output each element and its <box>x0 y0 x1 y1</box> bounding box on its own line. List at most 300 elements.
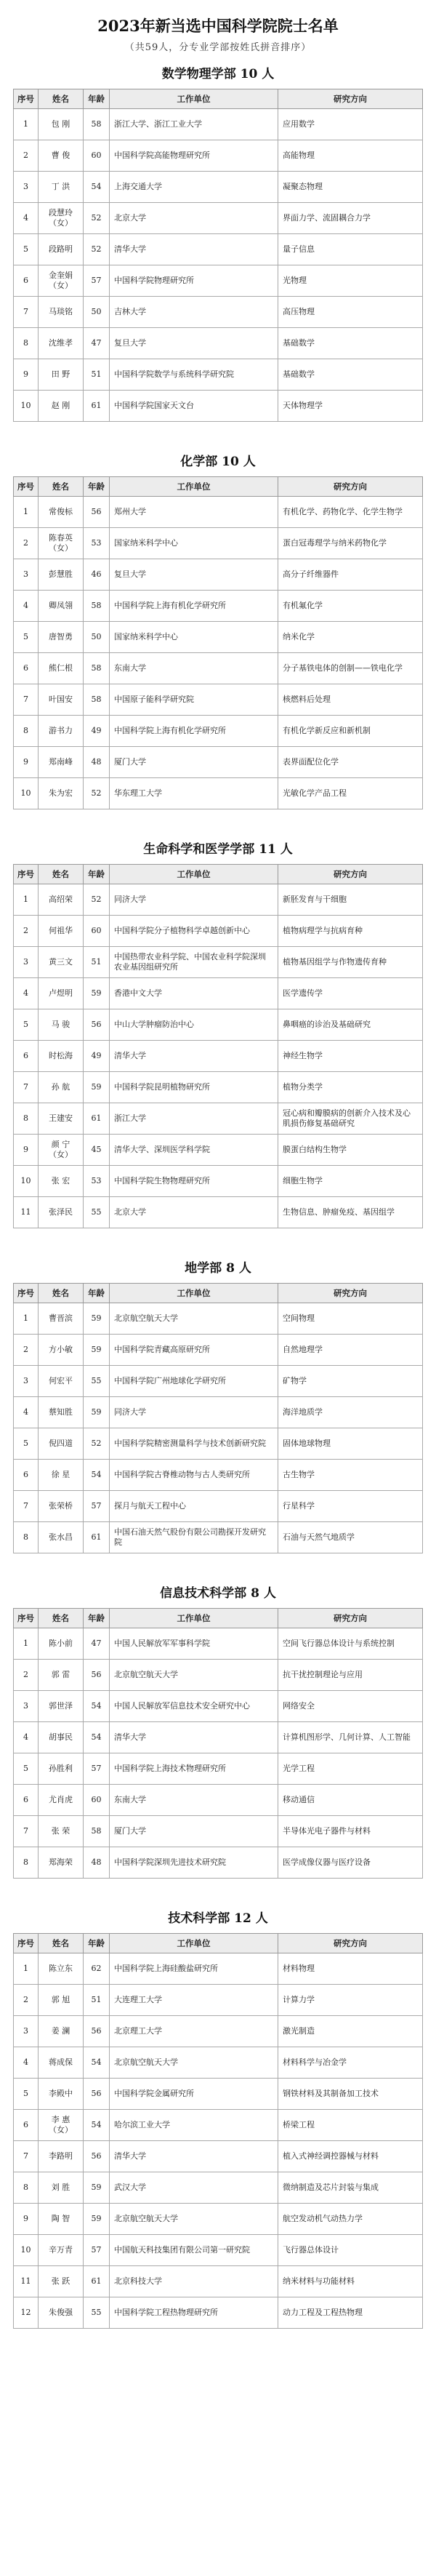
cell-age: 60 <box>84 140 110 172</box>
section-title: 化学部 10 人 <box>180 455 256 469</box>
cell-no: 3 <box>14 2016 39 2047</box>
cell-field: 细胞生物学 <box>278 1166 423 1197</box>
cell-unit: 北京航空航天大学 <box>110 2204 278 2235</box>
header-age: 年龄 <box>84 477 110 497</box>
cell-field: 材料科学与冶金学 <box>278 2047 423 2079</box>
cell-age: 46 <box>84 559 110 591</box>
cell-name: 何祖华 <box>39 916 84 947</box>
cell-name: 马琰铭 <box>39 297 84 328</box>
cell-age: 54 <box>84 1460 110 1491</box>
cell-no: 2 <box>14 140 39 172</box>
table-row <box>14 1691 423 1722</box>
cell-name: 时松海 <box>39 1041 84 1072</box>
sections-container <box>13 63 423 2329</box>
header-field: 研究方向 <box>278 1934 423 1953</box>
cell-no: 1 <box>14 497 39 528</box>
cell-unit: 清华大学 <box>110 234 278 265</box>
cell-unit: 中国原子能科学研究院 <box>110 684 278 716</box>
cell-unit: 华东理工大学 <box>110 778 278 809</box>
cell-no: 4 <box>14 978 39 1009</box>
cell-name: 蔡知胜 <box>39 1397 84 1428</box>
cell-name: 曹晋滨 <box>39 1303 84 1335</box>
cell-field: 计算力学 <box>278 1985 423 2016</box>
cell-age: 52 <box>84 778 110 809</box>
header-no: 序号 <box>14 1934 39 1953</box>
table-row <box>14 1166 423 1197</box>
header-field: 研究方向 <box>278 477 423 497</box>
cell-name: 熊仁根 <box>39 653 84 684</box>
cell-unit: 中山大学肿瘤防治中心 <box>110 1009 278 1041</box>
cell-field: 微纳制造及芯片封装与集成 <box>278 2172 423 2204</box>
table-header-row <box>14 1284 423 1303</box>
cell-age: 59 <box>84 1072 110 1103</box>
cell-age: 56 <box>84 497 110 528</box>
cell-name: 高绍荣 <box>39 884 84 916</box>
table-row <box>14 1753 423 1785</box>
table-row <box>14 1491 423 1522</box>
cell-no: 1 <box>14 884 39 916</box>
table-row <box>14 1041 423 1072</box>
header-unit: 工作单位 <box>110 1284 278 1303</box>
cell-age: 55 <box>84 2297 110 2329</box>
table-header-row <box>14 1609 423 1628</box>
section-title: 数学物理学部 10 人 <box>161 67 275 81</box>
table-row <box>14 234 423 265</box>
cell-no: 8 <box>14 1103 39 1135</box>
table-row <box>14 1985 423 2016</box>
cell-no: 4 <box>14 591 39 622</box>
cell-age: 60 <box>84 1785 110 1816</box>
table-row <box>14 497 423 528</box>
cell-no: 2 <box>14 916 39 947</box>
cell-age: 55 <box>84 1197 110 1228</box>
cell-field: 植物病理学与抗病育种 <box>278 916 423 947</box>
cell-age: 59 <box>84 1397 110 1428</box>
cell-field: 激光制造 <box>278 2016 423 2047</box>
cell-field: 植入式神经调控器械与材料 <box>278 2141 423 2172</box>
cell-age: 56 <box>84 1009 110 1041</box>
table-row <box>14 2016 423 2047</box>
header-age: 年龄 <box>84 1609 110 1628</box>
table-row <box>14 1660 423 1691</box>
cell-age: 47 <box>84 328 110 359</box>
cell-name: 叶国安 <box>39 684 84 716</box>
cell-unit: 厦门大学 <box>110 747 278 778</box>
cell-field: 新胚发育与干细胞 <box>278 884 423 916</box>
cell-field: 基础数学 <box>278 359 423 391</box>
cell-unit: 清华大学 <box>110 1041 278 1072</box>
cell-no: 3 <box>14 172 39 203</box>
cell-age: 61 <box>84 1522 110 1553</box>
cell-age: 59 <box>84 1335 110 1366</box>
cell-field: 生物信息、肿瘤免疫、基因组学 <box>278 1197 423 1228</box>
cell-name: 蒋成保 <box>39 2047 84 2079</box>
cell-age: 49 <box>84 716 110 747</box>
header-name: 姓名 <box>39 1284 84 1303</box>
cell-age: 57 <box>84 265 110 297</box>
cell-no: 5 <box>14 622 39 653</box>
cell-name: 黄三文 <box>39 947 84 978</box>
cell-no: 7 <box>14 1491 39 1522</box>
cell-no: 4 <box>14 1722 39 1753</box>
cell-name: 卿凤翎 <box>39 591 84 622</box>
table-row <box>14 2297 423 2329</box>
cell-no: 6 <box>14 1785 39 1816</box>
cell-name: 孙胜利 <box>39 1753 84 1785</box>
cell-name: 刘 胜 <box>39 2172 84 2204</box>
cell-no: 10 <box>14 391 39 422</box>
cell-unit: 清华大学、深圳医学科学院 <box>110 1135 278 1166</box>
cell-unit: 中国航天科技集团有限公司第一研究院 <box>110 2235 278 2266</box>
cell-name: 沈维孝 <box>39 328 84 359</box>
cell-age: 61 <box>84 1103 110 1135</box>
cell-age: 54 <box>84 1722 110 1753</box>
cell-name: 常俊标 <box>39 497 84 528</box>
table-row <box>14 1303 423 1335</box>
header-field: 研究方向 <box>278 865 423 884</box>
cell-unit: 中国科学院广州地球化学研究所 <box>110 1366 278 1397</box>
table-row <box>14 1335 423 1366</box>
table-row <box>14 1197 423 1228</box>
cell-field: 鼻咽癌的诊治及基础研究 <box>278 1009 423 1041</box>
cell-no: 9 <box>14 747 39 778</box>
cell-field: 医学成像仪器与医疗设备 <box>278 1847 423 1879</box>
table-header-row <box>14 865 423 884</box>
cell-field: 网络安全 <box>278 1691 423 1722</box>
cell-no: 1 <box>14 109 39 140</box>
cell-name: 颜 宁（女） <box>39 1135 84 1166</box>
cell-unit: 中国科学院深圳先进技术研究院 <box>110 1847 278 1879</box>
member-table <box>13 89 423 422</box>
header-no: 序号 <box>14 1609 39 1628</box>
cell-unit: 吉林大学 <box>110 297 278 328</box>
section-3 <box>13 1257 423 1553</box>
cell-no: 4 <box>14 203 39 234</box>
table-row <box>14 2141 423 2172</box>
cell-age: 58 <box>84 653 110 684</box>
cell-field: 空间飞行器总体设计与系统控制 <box>278 1628 423 1660</box>
table-row <box>14 2079 423 2110</box>
table-row <box>14 1785 423 1816</box>
cell-age: 54 <box>84 1691 110 1722</box>
cell-unit: 哈尔滨工业大学 <box>110 2110 278 2141</box>
cell-name: 段慧玲（女） <box>39 203 84 234</box>
cell-field: 飞行器总体设计 <box>278 2235 423 2266</box>
cell-age: 49 <box>84 1041 110 1072</box>
cell-unit: 复旦大学 <box>110 328 278 359</box>
cell-name: 张泽民 <box>39 1197 84 1228</box>
cell-field: 纳米材料与功能材料 <box>278 2266 423 2297</box>
cell-name: 唐智勇 <box>39 622 84 653</box>
cell-no: 3 <box>14 947 39 978</box>
cell-field: 有机化学、药物化学、化学生物学 <box>278 497 423 528</box>
member-table <box>13 1283 423 1553</box>
cell-name: 郑南峰 <box>39 747 84 778</box>
cell-unit: 浙江大学 <box>110 1103 278 1135</box>
cell-unit: 中国科学院国家天文台 <box>110 391 278 422</box>
cell-age: 48 <box>84 747 110 778</box>
table-row <box>14 916 423 947</box>
header-name: 姓名 <box>39 89 84 109</box>
cell-no: 10 <box>14 2235 39 2266</box>
cell-age: 54 <box>84 172 110 203</box>
cell-unit: 北京大学 <box>110 203 278 234</box>
cell-age: 59 <box>84 1303 110 1335</box>
cell-unit: 东南大学 <box>110 1785 278 1816</box>
cell-age: 50 <box>84 297 110 328</box>
cell-field: 基础数学 <box>278 328 423 359</box>
cell-unit: 东南大学 <box>110 653 278 684</box>
cell-name: 郭世泽 <box>39 1691 84 1722</box>
cell-field: 航空发动机气动热力学 <box>278 2204 423 2235</box>
header-no: 序号 <box>14 477 39 497</box>
cell-name: 朱为宏 <box>39 778 84 809</box>
page-title: 2023年新当选中国科学院院士名单 <box>97 17 339 35</box>
cell-name: 李殿中 <box>39 2079 84 2110</box>
cell-name: 陈立东 <box>39 1953 84 1985</box>
cell-name: 张 跃 <box>39 2266 84 2297</box>
cell-age: 57 <box>84 1491 110 1522</box>
cell-no: 1 <box>14 1953 39 1985</box>
cell-no: 2 <box>14 1335 39 1366</box>
cell-name: 田 野 <box>39 359 84 391</box>
table-row <box>14 328 423 359</box>
cell-field: 空间物理 <box>278 1303 423 1335</box>
cell-unit: 北京航空航天大学 <box>110 1660 278 1691</box>
cell-field: 应用数学 <box>278 109 423 140</box>
cell-unit: 北京大学 <box>110 1197 278 1228</box>
cell-unit: 上海交通大学 <box>110 172 278 203</box>
cell-no: 3 <box>14 559 39 591</box>
cell-field: 膜蛋白结构生物学 <box>278 1135 423 1166</box>
header-unit: 工作单位 <box>110 89 278 109</box>
cell-age: 56 <box>84 1660 110 1691</box>
cell-name: 徐 星 <box>39 1460 84 1491</box>
cell-unit: 中国科学院昆明植物研究所 <box>110 1072 278 1103</box>
cell-age: 56 <box>84 2079 110 2110</box>
header-field: 研究方向 <box>278 1284 423 1303</box>
cell-no: 12 <box>14 2297 39 2329</box>
cell-no: 5 <box>14 1428 39 1460</box>
table-row <box>14 947 423 978</box>
cell-age: 51 <box>84 1985 110 2016</box>
cell-name: 陈春英（女） <box>39 528 84 559</box>
header-name: 姓名 <box>39 477 84 497</box>
cell-no: 6 <box>14 1041 39 1072</box>
cell-no: 7 <box>14 1816 39 1847</box>
cell-age: 54 <box>84 2047 110 2079</box>
table-row <box>14 1628 423 1660</box>
cell-age: 55 <box>84 1366 110 1397</box>
cell-name: 尤肖虎 <box>39 1785 84 1816</box>
cell-unit: 中国科学院上海技术物理研究所 <box>110 1753 278 1785</box>
cell-unit: 清华大学 <box>110 1722 278 1753</box>
cell-unit: 厦门大学 <box>110 1816 278 1847</box>
cell-unit: 国家纳米科学中心 <box>110 622 278 653</box>
table-row <box>14 1366 423 1397</box>
member-table <box>13 1933 423 2329</box>
cell-age: 58 <box>84 109 110 140</box>
cell-age: 59 <box>84 978 110 1009</box>
cell-field: 光学工程 <box>278 1753 423 1785</box>
cell-unit: 中国科学院工程热物理研究所 <box>110 2297 278 2329</box>
cell-field: 凝聚态物理 <box>278 172 423 203</box>
cell-age: 54 <box>84 2110 110 2141</box>
cell-unit: 中国科学院青藏高原研究所 <box>110 1335 278 1366</box>
cell-field: 高分子纤维器件 <box>278 559 423 591</box>
header-name: 姓名 <box>39 1609 84 1628</box>
cell-no: 8 <box>14 328 39 359</box>
header-name: 姓名 <box>39 865 84 884</box>
cell-age: 53 <box>84 528 110 559</box>
cell-unit: 中国热带农业科学院、中国农业科学院深圳农业基因组研究所 <box>110 947 278 978</box>
cell-field: 抗干扰控制理论与应用 <box>278 1660 423 1691</box>
cell-field: 行星科学 <box>278 1491 423 1522</box>
cell-age: 58 <box>84 591 110 622</box>
table-row <box>14 1009 423 1041</box>
cell-age: 52 <box>84 1428 110 1460</box>
cell-name: 方小敏 <box>39 1335 84 1366</box>
cell-age: 48 <box>84 1847 110 1879</box>
cell-no: 9 <box>14 2204 39 2235</box>
section-title: 地学部 8 人 <box>185 1261 251 1276</box>
cell-no: 4 <box>14 2047 39 2079</box>
cell-field: 矿物学 <box>278 1366 423 1397</box>
table-row <box>14 1397 423 1428</box>
cell-age: 56 <box>84 2141 110 2172</box>
cell-no: 9 <box>14 359 39 391</box>
table-row <box>14 2110 423 2141</box>
cell-no: 2 <box>14 1660 39 1691</box>
cell-name: 孙 航 <box>39 1072 84 1103</box>
cell-field: 有机化学新反应和新机制 <box>278 716 423 747</box>
member-table <box>13 864 423 1228</box>
cell-no: 11 <box>14 2266 39 2297</box>
cell-age: 52 <box>84 884 110 916</box>
cell-unit: 中国科学院精密测量科学与技术创新研究院 <box>110 1428 278 1460</box>
cell-unit: 中国科学院分子植物科学卓越创新中心 <box>110 916 278 947</box>
header-age: 年龄 <box>84 1284 110 1303</box>
cell-no: 11 <box>14 1197 39 1228</box>
cell-field: 钢铁材料及其制备加工技术 <box>278 2079 423 2110</box>
cell-age: 57 <box>84 2235 110 2266</box>
table-header-row <box>14 477 423 497</box>
cell-age: 51 <box>84 359 110 391</box>
cell-no: 10 <box>14 778 39 809</box>
table-row <box>14 140 423 172</box>
cell-name: 包 刚 <box>39 109 84 140</box>
cell-field: 有机氟化学 <box>278 591 423 622</box>
cell-field: 自然地理学 <box>278 1335 423 1366</box>
cell-unit: 中国科学院上海硅酸盐研究所 <box>110 1953 278 1985</box>
cell-age: 56 <box>84 2016 110 2047</box>
table-row <box>14 1847 423 1879</box>
cell-unit: 同济大学 <box>110 1397 278 1428</box>
cell-unit: 北京科技大学 <box>110 2266 278 2297</box>
table-row <box>14 297 423 328</box>
page-subtitle: （共59人，分专业学部按姓氏拼音排序） <box>124 42 312 53</box>
cell-age: 58 <box>84 1816 110 1847</box>
section-2 <box>13 839 423 1228</box>
cell-field: 石油与天然气地质学 <box>278 1522 423 1553</box>
cell-unit: 中国科学院金属研究所 <box>110 2079 278 2110</box>
cell-field: 分子基铁电体的创制——铁电化学 <box>278 653 423 684</box>
cell-field: 材料物理 <box>278 1953 423 1985</box>
cell-no: 6 <box>14 265 39 297</box>
cell-name: 姜 澜 <box>39 2016 84 2047</box>
cell-unit: 北京理工大学 <box>110 2016 278 2047</box>
cell-field: 纳米化学 <box>278 622 423 653</box>
header-field: 研究方向 <box>278 1609 423 1628</box>
table-row <box>14 1816 423 1847</box>
cell-name: 倪四道 <box>39 1428 84 1460</box>
cell-no: 5 <box>14 234 39 265</box>
cell-unit: 中国石油天然气股份有限公司勘探开发研究院 <box>110 1522 278 1553</box>
header-no: 序号 <box>14 865 39 884</box>
header-age: 年龄 <box>84 89 110 109</box>
table-row <box>14 1722 423 1753</box>
table-row <box>14 2235 423 2266</box>
cell-no: 10 <box>14 1166 39 1197</box>
table-row <box>14 528 423 559</box>
member-table <box>13 476 423 809</box>
cell-no: 1 <box>14 1303 39 1335</box>
cell-name: 张 荣 <box>39 1816 84 1847</box>
cell-field: 海洋地质学 <box>278 1397 423 1428</box>
cell-name: 李 惠（女） <box>39 2110 84 2141</box>
table-row <box>14 716 423 747</box>
cell-age: 47 <box>84 1628 110 1660</box>
cell-unit: 北京航空航天大学 <box>110 1303 278 1335</box>
cell-age: 50 <box>84 622 110 653</box>
header-unit: 工作单位 <box>110 477 278 497</box>
cell-age: 61 <box>84 2266 110 2297</box>
cell-name: 陈小前 <box>39 1628 84 1660</box>
table-row <box>14 1103 423 1135</box>
table-row <box>14 778 423 809</box>
cell-no: 5 <box>14 1753 39 1785</box>
section-title: 信息技术科学部 8 人 <box>160 1586 276 1601</box>
cell-no: 5 <box>14 2079 39 2110</box>
cell-unit: 国家纳米科学中心 <box>110 528 278 559</box>
table-row <box>14 559 423 591</box>
cell-unit: 浙江大学、浙江工业大学 <box>110 109 278 140</box>
cell-field: 桥梁工程 <box>278 2110 423 2141</box>
table-row <box>14 747 423 778</box>
section-4 <box>13 1583 423 1879</box>
header-no: 序号 <box>14 1284 39 1303</box>
cell-name: 张荣桥 <box>39 1491 84 1522</box>
table-row <box>14 591 423 622</box>
cell-field: 植物基因组学与作物遗传育种 <box>278 947 423 978</box>
table-row <box>14 2172 423 2204</box>
table-row <box>14 1135 423 1166</box>
cell-unit: 北京航空航天大学 <box>110 2047 278 2079</box>
cell-field: 半导体光电子器件与材料 <box>278 1816 423 1847</box>
cell-age: 51 <box>84 947 110 978</box>
cell-no: 6 <box>14 2110 39 2141</box>
table-row <box>14 391 423 422</box>
section-5 <box>13 1908 423 2329</box>
cell-name: 金奎娟（女） <box>39 265 84 297</box>
cell-name: 何宏平 <box>39 1366 84 1397</box>
cell-no: 3 <box>14 1366 39 1397</box>
header-unit: 工作单位 <box>110 865 278 884</box>
cell-field: 光物理 <box>278 265 423 297</box>
cell-no: 8 <box>14 2172 39 2204</box>
cell-field: 移动通信 <box>278 1785 423 1816</box>
cell-field: 表界面配位化学 <box>278 747 423 778</box>
